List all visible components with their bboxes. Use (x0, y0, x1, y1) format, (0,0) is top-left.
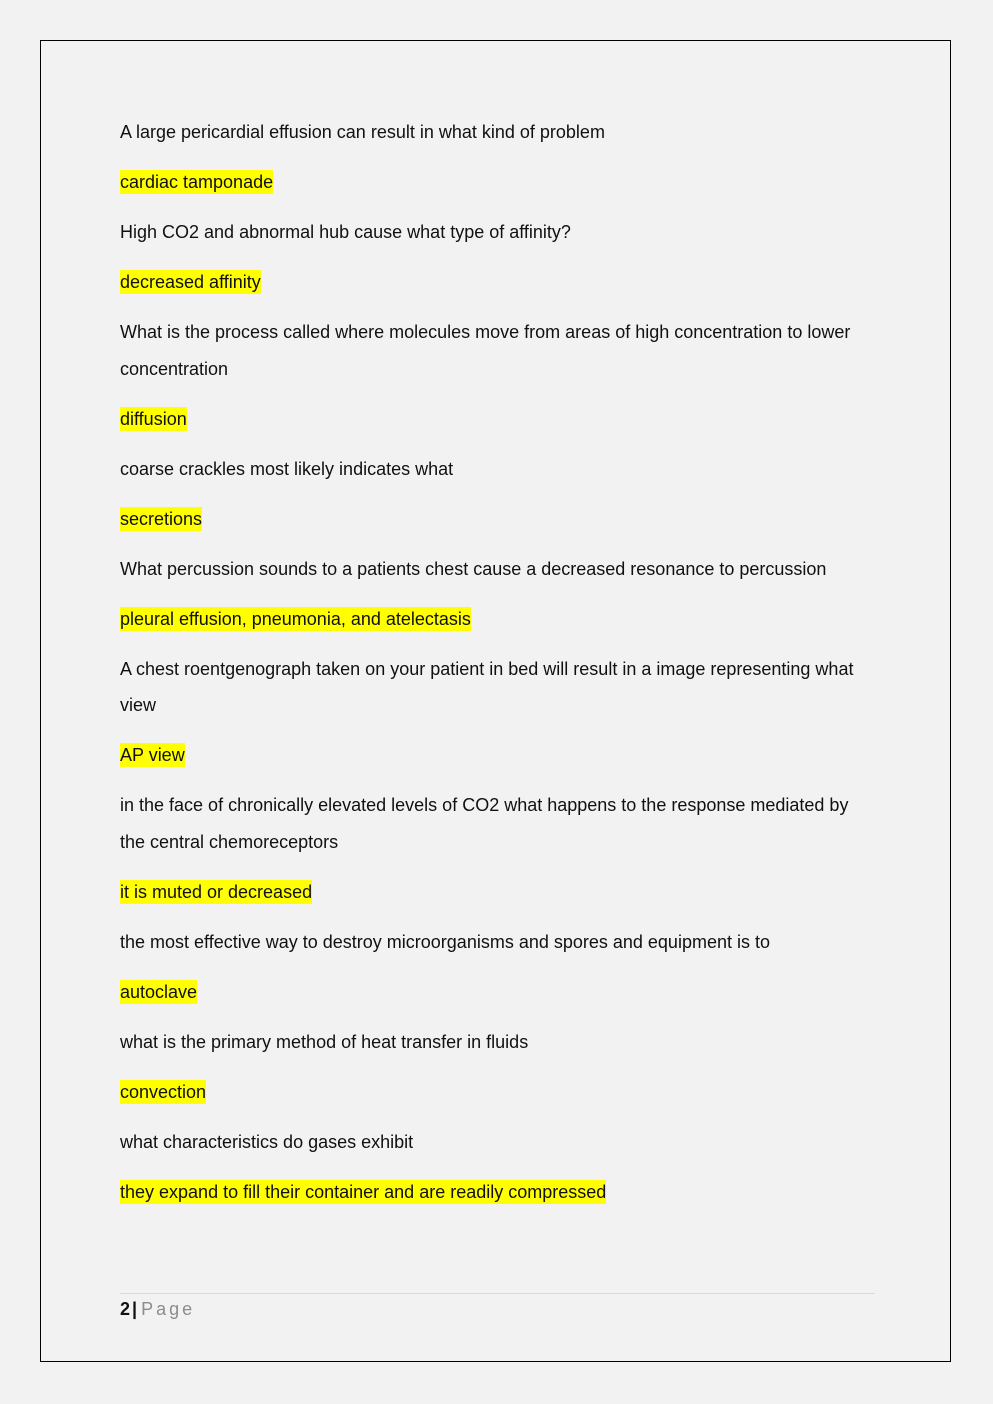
document-body (120, 114, 875, 1224)
question-text: A chest roentgenograph taken on your patient in bed will result in a image representing what view (120, 658, 854, 715)
question-text: the most effective way to destroy microorganisms and spores and equipment is to (120, 931, 770, 952)
qa-item (120, 314, 875, 437)
question-text: coarse crackles most likely indicates what (120, 458, 454, 479)
qa-item (120, 1024, 875, 1111)
answer-highlight: cardiac tamponade (120, 172, 274, 192)
question-text: What is the process called where molecules move from areas of high concentration to lower concentration (120, 322, 851, 379)
qa-item (120, 451, 875, 538)
answer-text (120, 601, 875, 638)
answer-highlight: AP view (120, 745, 185, 765)
answer-text (120, 737, 875, 774)
answer-highlight: autoclave (120, 981, 198, 1002)
question-text: High CO2 and abnormal hub cause what type of affinity? (120, 222, 571, 242)
qa-item (120, 787, 875, 910)
answer-text (120, 874, 875, 911)
question-text: what characteristics do gases exhibit (120, 1131, 414, 1152)
question-text: What percussion sounds to a patients chest cause a decreased resonance to percussion (120, 558, 827, 579)
page-label: Page (141, 1299, 196, 1319)
answer-text (120, 1174, 875, 1211)
answer-highlight: diffusion (120, 408, 187, 429)
answer-highlight: they expand to fill their container and are readily compressed (120, 1181, 607, 1202)
answer-text (120, 1074, 875, 1111)
page-number: 2 (120, 1299, 131, 1319)
answer-highlight: decreased affinity (120, 272, 261, 292)
footer-separator: | (132, 1299, 138, 1319)
page-footer (120, 1293, 875, 1321)
answer-text (120, 401, 875, 438)
qa-item (120, 1124, 875, 1211)
question-text: in the face of chronically elevated levels of CO2 what happens to the response mediated by the central chemoreceptors (120, 795, 849, 852)
answer-highlight: it is muted or decreased (120, 881, 313, 902)
answer-text (120, 264, 875, 301)
qa-item (120, 214, 875, 301)
qa-item (120, 651, 875, 774)
qa-item (120, 924, 875, 1011)
answer-highlight: pleural effusion, pneumonia, and atelectasis (120, 608, 471, 629)
qa-item (120, 114, 875, 201)
answer-highlight: secretions (120, 508, 203, 529)
answer-text (120, 164, 875, 201)
answer-highlight: convection (120, 1081, 207, 1102)
question-text: what is the primary method of heat transfer in fluids (120, 1031, 529, 1052)
qa-item (120, 551, 875, 638)
answer-text (120, 501, 875, 538)
answer-text (120, 974, 875, 1011)
question-text: A large pericardial effusion can result in what kind of problem (120, 122, 605, 142)
